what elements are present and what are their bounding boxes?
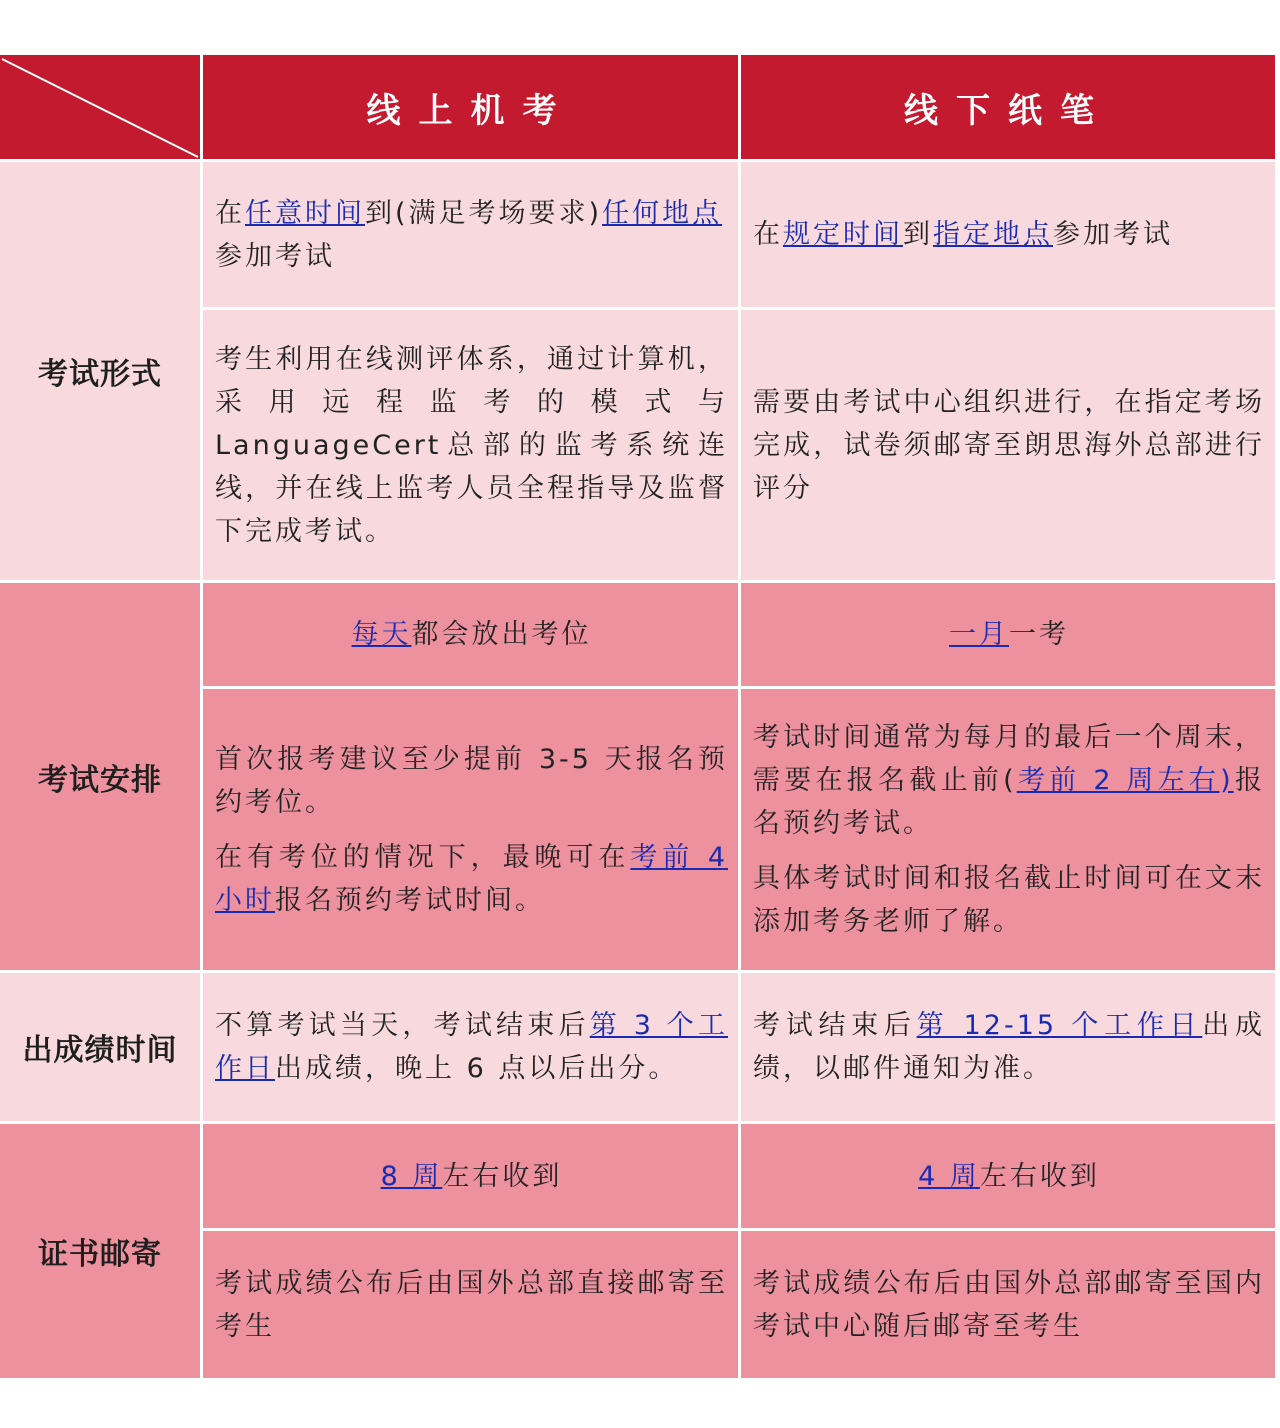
schedule-offline-a: 一月一考 bbox=[741, 583, 1275, 686]
link-12-15-workday: 第 12-15 个工作日 bbox=[916, 1010, 1203, 1041]
link-3rd-workday: 第 3 个工作日 bbox=[215, 1010, 729, 1084]
link-fixed-place: 指定地点 bbox=[933, 219, 1053, 250]
corner-header-cell bbox=[0, 55, 200, 159]
format-offline-a: 在规定时间到指定地点参加考试 bbox=[741, 162, 1275, 307]
certificate-online-b: 考试成绩公布后由国外总部直接邮寄至考生 bbox=[203, 1231, 738, 1378]
certificate-offline-a: 4 周左右收到 bbox=[741, 1124, 1275, 1228]
diagonal-divider-icon bbox=[0, 55, 200, 159]
link-fixed-time: 规定时间 bbox=[783, 219, 903, 250]
schedule-online-b: 首次报考建议至少提前 3-5 天报名预约考位。 在有考位的情况下，最晚可在考前 4 小时报名预约考试时间。 bbox=[203, 689, 738, 970]
link-2-weeks: 考前 2 周左右) bbox=[1016, 765, 1234, 796]
link-4-hours: 考前 4 小时 bbox=[215, 841, 729, 916]
format-online-a: 在任意时间到(满足考场要求)任何地点参加考试 bbox=[203, 162, 738, 307]
link-8-weeks: 8 周 bbox=[380, 1160, 443, 1192]
format-offline-b: 需要由考试中心组织进行，在指定考场完成，试卷须邮寄至朗思海外总部进行评分 bbox=[741, 310, 1275, 580]
row-label-schedule: 考试安排 bbox=[0, 583, 200, 970]
certificate-online-a: 8 周左右收到 bbox=[203, 1124, 738, 1228]
header-offline: 线下纸笔 bbox=[741, 55, 1275, 159]
row-label-results: 出成绩时间 bbox=[0, 973, 200, 1121]
schedule-offline-b: 考试时间通常为每月的最后一个周末，需要在报名截止前(考前 2 周左右)报名预约考试。 具体考试时间和报名截止时间可在文末添加考务老师了解。 bbox=[741, 689, 1275, 970]
schedule-online-a: 每天都会放出考位 bbox=[203, 583, 738, 686]
results-online: 不算考试当天，考试结束后第 3 个工作日出成绩，晚上 6 点以后出分。 bbox=[203, 973, 738, 1121]
certificate-offline-b: 考试成绩公布后由国外总部邮寄至国内考试中心随后邮寄至考生 bbox=[741, 1231, 1275, 1378]
link-every-day: 每天 bbox=[351, 619, 412, 650]
link-any-time: 任意时间 bbox=[245, 197, 365, 229]
link-any-place: 任何地点 bbox=[602, 197, 723, 229]
link-one-month: 一月 bbox=[949, 619, 1009, 650]
results-offline: 考试结束后第 12-15 个工作日出成绩，以邮件通知为准。 bbox=[741, 973, 1275, 1121]
header-online: 线上机考 bbox=[203, 55, 738, 159]
format-online-b: 考生利用在线测评体系，通过计算机，采用远程监考的模式与LanguageCert总部的监考系统连线，并在线上监考人员全程指导及监督下完成考试。 bbox=[203, 310, 738, 580]
row-label-format: 考试形式 bbox=[0, 162, 200, 580]
row-label-certificate: 证书邮寄 bbox=[0, 1124, 200, 1378]
link-4-weeks: 4 周 bbox=[918, 1160, 980, 1192]
